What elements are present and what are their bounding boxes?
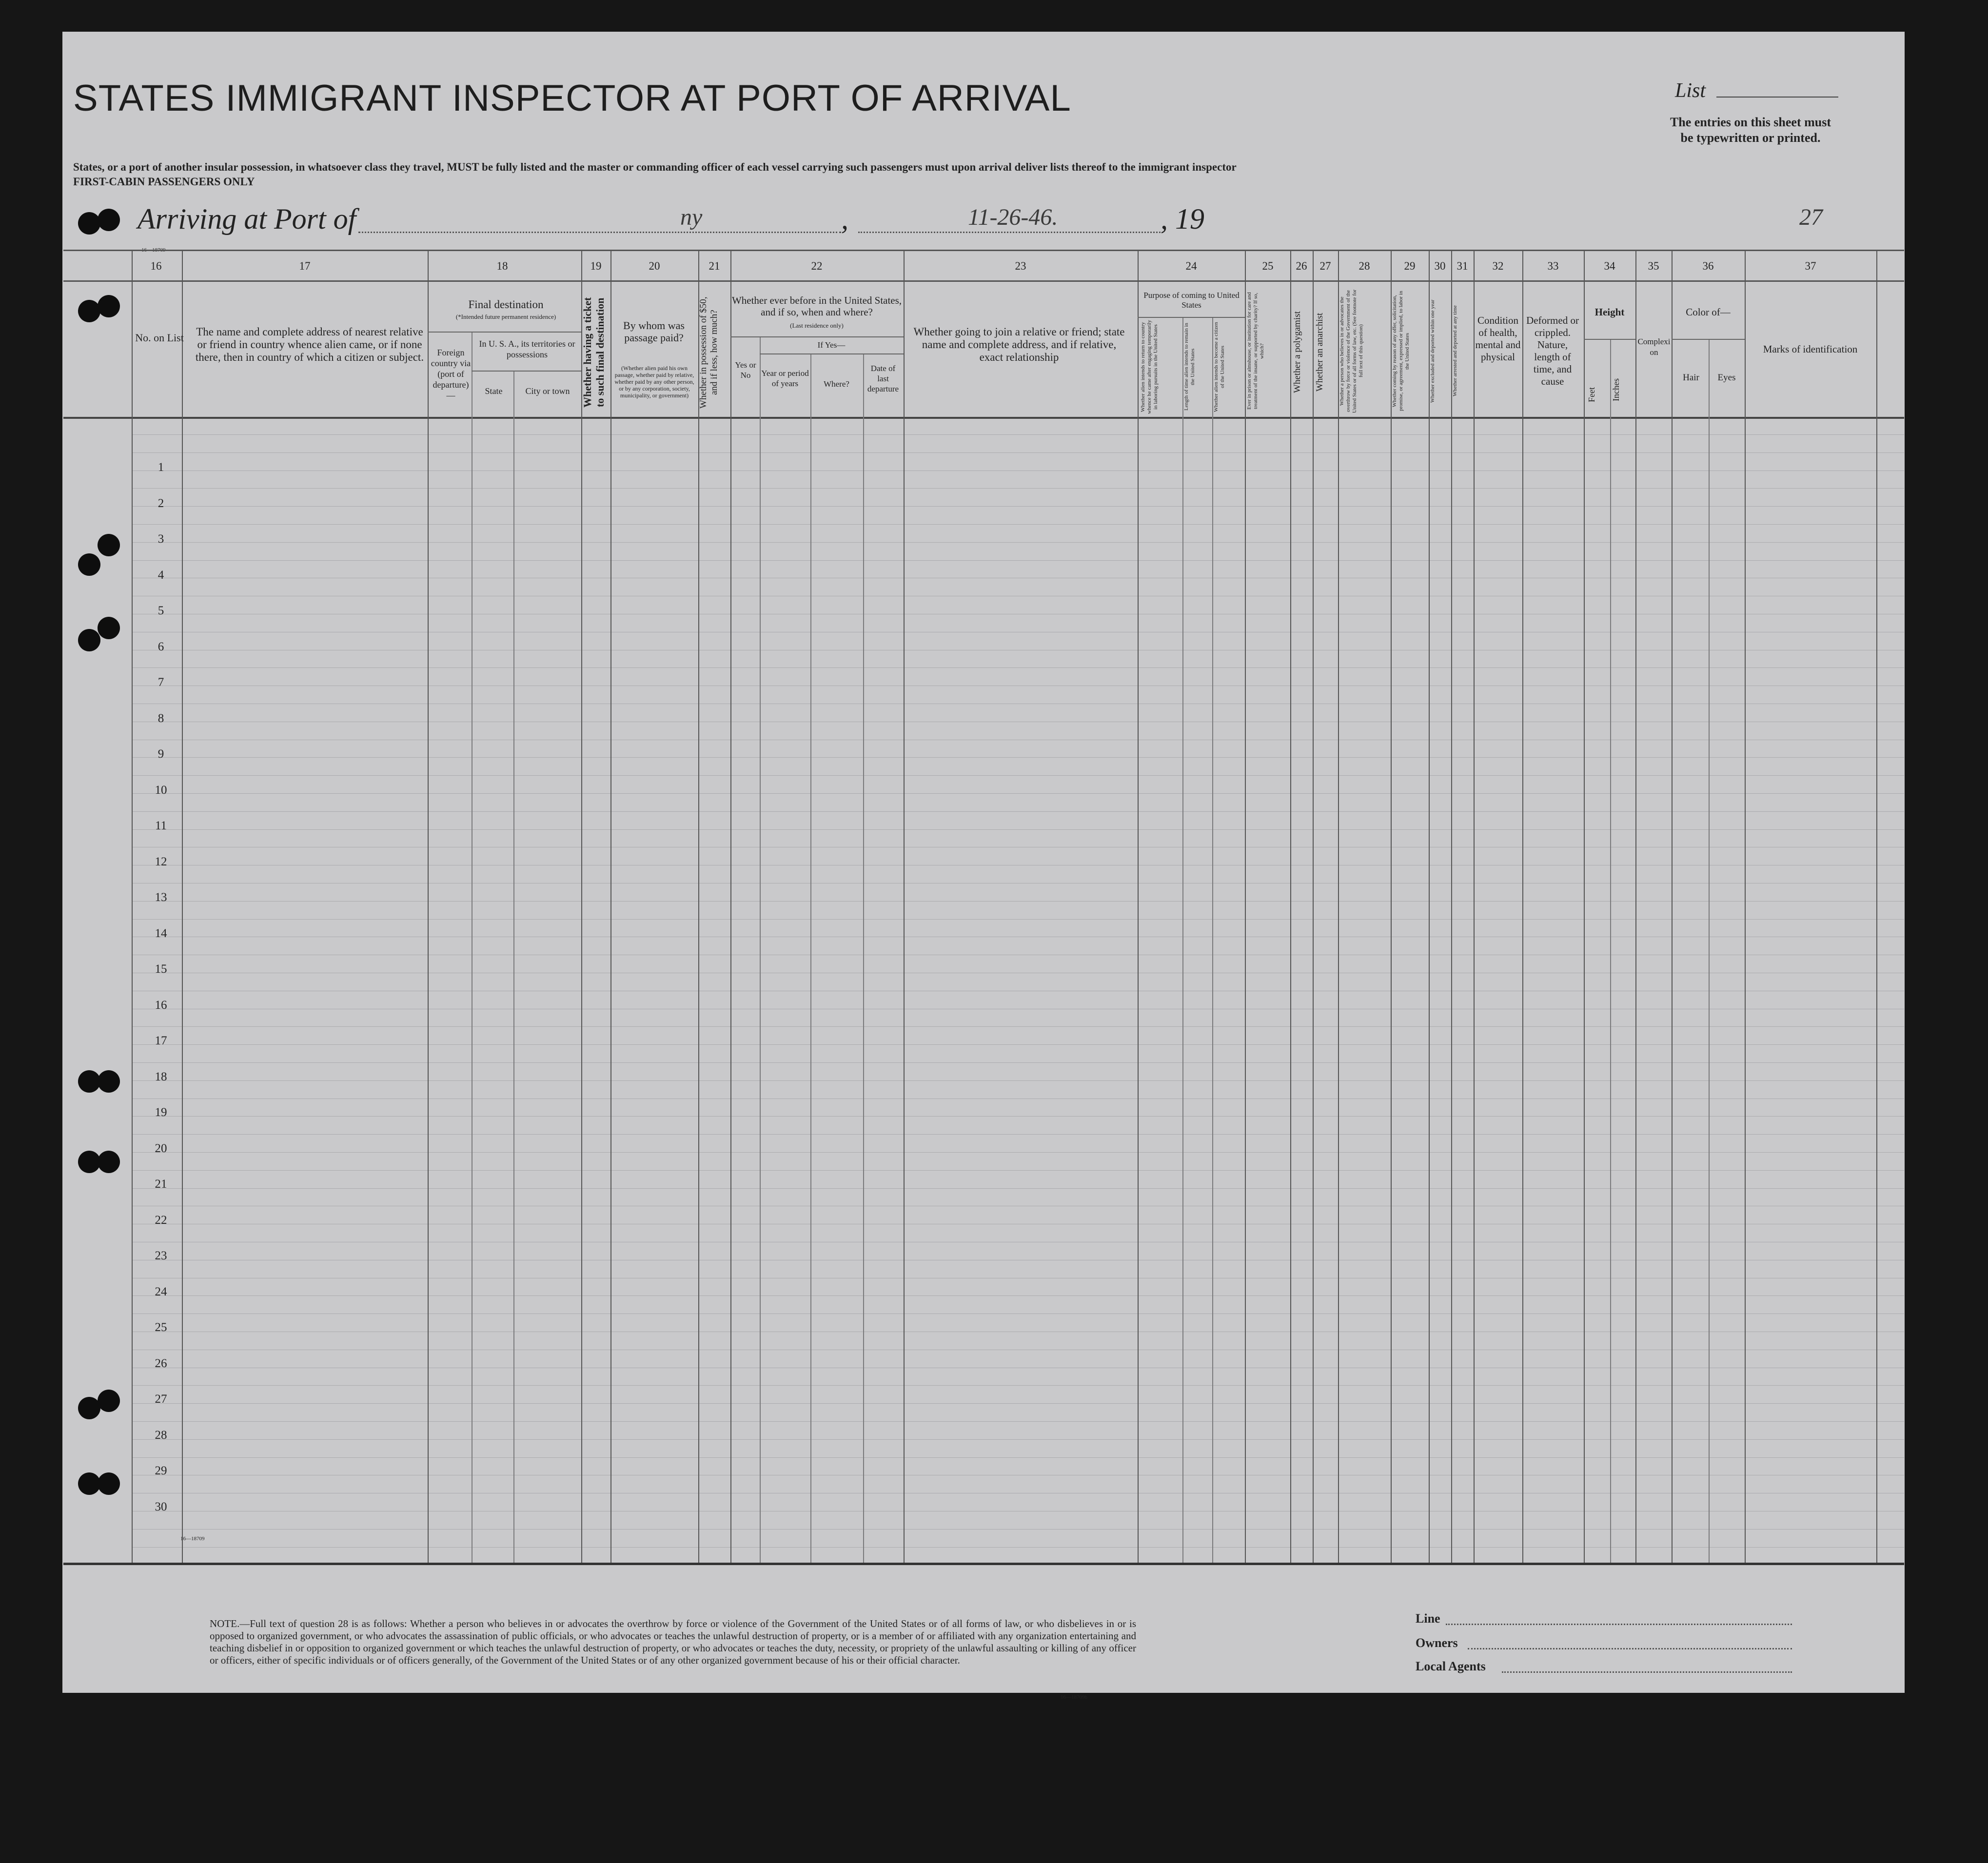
row-number: 7 [157, 676, 164, 689]
row-number: 9 [157, 747, 164, 761]
column-number: 37 [1805, 260, 1816, 272]
row-number: 25 [155, 1321, 167, 1334]
row-number: 26 [155, 1357, 167, 1370]
row-number: 18 [155, 1070, 167, 1083]
punch-hole [98, 209, 120, 231]
column-number: 27 [1319, 260, 1331, 272]
list-number-field[interactable] [1716, 97, 1838, 98]
header-foreign-country: Foreign country via (port of departure)— [431, 348, 471, 400]
header-purpose-length: Length of time alien intends to remain in the United States [1183, 323, 1196, 411]
row-number: 30 [155, 1500, 167, 1513]
year-prefix: , 19 [1161, 203, 1204, 235]
line-label: Line [1416, 1611, 1440, 1626]
subheader-rule [730, 336, 904, 337]
column-number: 32 [1492, 260, 1504, 272]
column-divider [1391, 250, 1392, 1563]
column-number: 23 [1015, 260, 1026, 272]
header-hair: Hair [1683, 373, 1699, 383]
table-bottom-rule [63, 1563, 1904, 1565]
row-number: 28 [155, 1429, 167, 1442]
ruled-line [132, 506, 1904, 507]
header-excluded: Whether excluded and deported within one year [1430, 299, 1436, 403]
column-divider [1635, 250, 1636, 1563]
column-number: 29 [1404, 260, 1416, 272]
header-date-departure: Date of last departure [867, 364, 899, 393]
header-possession-50: Whether in possession of $50, and if less, how much? [698, 296, 719, 409]
row-number: 24 [155, 1285, 167, 1298]
row-number: 13 [155, 891, 167, 904]
ruled-line [132, 1098, 1904, 1099]
date-value: 11-26-46. [968, 204, 1058, 230]
column-number: 21 [709, 260, 720, 272]
punch-hole [98, 1151, 120, 1173]
header-purpose-return: Whether alien intends to return to country whence he came after engaging temporarily in laboring pursuits in the United States [1140, 320, 1159, 414]
column-number: 16 [150, 260, 162, 272]
column-divider [1672, 250, 1673, 1563]
punch-hole [98, 1390, 120, 1412]
arriving-label: Arriving at Port of [138, 203, 356, 235]
header-eyes: Eyes [1717, 373, 1736, 383]
header-final-destination-sub: (*Intended future permanent residence) [455, 313, 556, 320]
punch-hole [78, 553, 100, 576]
subheader-rule [760, 353, 904, 354]
column-number: 25 [1262, 260, 1274, 272]
header-polygamist: Whether a polygamist [1292, 311, 1302, 393]
ruled-line [132, 1457, 1904, 1458]
header-ticket: Whether having a ticket to such final destination [581, 297, 606, 408]
ruled-line [132, 1439, 1904, 1440]
header-passage-paid: By whom was passage paid? [623, 319, 685, 344]
ruled-line [132, 1080, 1904, 1081]
column-number: 18 [496, 260, 508, 272]
header-anarchist: Whether an anarchist [1315, 313, 1325, 392]
page-mark: 27 [1799, 204, 1823, 230]
column-divider [863, 353, 864, 1563]
column-divider [1474, 250, 1475, 1563]
column-divider [513, 371, 514, 1563]
header-passage-paid-sub: (Whether alien paid his own passage, whether paid by relative, whether paid by any other person, or by any corporation, society, municipality, or government) [614, 365, 694, 399]
column-divider [1182, 317, 1183, 1563]
ruled-line [132, 1044, 1904, 1045]
header-ever-before: Whether ever before in the United States, and if so, when and where? [731, 294, 902, 318]
column-divider [1745, 250, 1746, 1563]
ruled-line [132, 1116, 1904, 1117]
ruled-line [132, 829, 1904, 830]
row-number: 21 [155, 1177, 167, 1191]
header-year-period: Year or period of years [761, 369, 809, 388]
column-divider [132, 250, 133, 1563]
header-bottom-rule [63, 417, 1904, 419]
column-number: 33 [1547, 260, 1559, 272]
row-number: 11 [155, 819, 167, 832]
ruled-line [132, 1385, 1904, 1386]
header-color-of: Color of— [1686, 306, 1731, 318]
row-number: 10 [155, 784, 167, 797]
row-number: 3 [157, 532, 164, 546]
column-divider [1876, 250, 1877, 1563]
line-field[interactable] [1446, 1624, 1792, 1625]
port-field-line[interactable] [358, 232, 841, 233]
subheader-rule [1138, 317, 1245, 318]
column-divider [1313, 250, 1314, 1563]
list-label: List [1675, 79, 1706, 102]
column-divider [581, 250, 582, 1563]
header-health: Condition of health, mental and physical [1475, 314, 1521, 363]
punch-hole [98, 1472, 120, 1495]
column-number: 24 [1185, 260, 1197, 272]
owners-label: Owners [1416, 1636, 1458, 1650]
column-number: 36 [1702, 260, 1714, 272]
column-number: 22 [811, 260, 823, 272]
punch-hole [98, 295, 120, 317]
column-divider [428, 250, 429, 1563]
punch-hole [78, 212, 100, 235]
header-feet: Feet [1587, 387, 1596, 403]
row-number: 12 [155, 855, 167, 868]
ruled-line [132, 1295, 1904, 1296]
header-height: Height [1594, 306, 1625, 318]
row-number: 29 [155, 1464, 167, 1477]
row-number: 27 [155, 1392, 167, 1406]
local-agents-label: Local Agents [1416, 1659, 1486, 1673]
row-number: 6 [157, 640, 164, 653]
column-divider [1610, 339, 1611, 1563]
header-city: City or town [525, 386, 570, 396]
page-title: STATES IMMIGRANT INSPECTOR AT PORT OF ARRIVAL [73, 78, 1071, 119]
header-complexion: Complexion [1637, 337, 1671, 357]
column-divider [810, 353, 811, 1563]
ruled-line [132, 452, 1904, 453]
column-divider [1429, 250, 1430, 1563]
row-number: 20 [155, 1142, 167, 1155]
punch-hole [78, 629, 100, 651]
row-number: 14 [155, 927, 167, 940]
row-number: 22 [155, 1214, 167, 1227]
ruled-line [132, 434, 1904, 435]
column-divider [698, 250, 699, 1563]
row-number: 15 [155, 962, 167, 976]
ruled-line [132, 793, 1904, 794]
column-divider [760, 336, 761, 1563]
column-number: 35 [1648, 260, 1659, 272]
subheader-rule [472, 371, 581, 372]
row-number: 16 [155, 999, 167, 1012]
column-divider [1451, 250, 1452, 1563]
ruled-line [132, 1134, 1904, 1135]
column-number: 17 [299, 260, 311, 272]
ruled-line [132, 524, 1904, 525]
punch-hole [78, 300, 100, 322]
ruled-line [132, 901, 1904, 902]
header-inches: Inches [1611, 378, 1621, 402]
header-deformed: Deformed or crippled. Nature, length of time, and cause [1526, 314, 1579, 387]
typewritten-note [1624, 115, 1877, 146]
instructions-text: States, or a port of another insular possession, in whatsoever class they travel, MUST be fully listed and the master or commanding officer of each vessel carrying such passengers must upon arrival deliver lists thereof to the immigrant inspector [73, 161, 1237, 173]
comma-separator: , [841, 203, 848, 235]
column-divider [904, 250, 905, 1563]
header-final-destination: Final destination [468, 298, 544, 311]
row-number: 17 [155, 1034, 167, 1047]
header-purpose-citizen: Whether alien intends to become a citizen of the United States [1213, 322, 1225, 412]
column-divider [1212, 317, 1213, 1563]
typewritten-note-line: The entries on this sheet must [1670, 115, 1831, 129]
typewritten-note-line: be typewritten or printed. [1680, 131, 1821, 145]
ruled-line [132, 811, 1904, 812]
header-offer-labor: Whether coming by reason of any offer, solicitation, promise, or agreement, expressed or implied, to labor in the United States [1392, 291, 1410, 412]
ruled-line [132, 560, 1904, 561]
punch-hole [98, 617, 120, 639]
column-number: 34 [1604, 260, 1615, 272]
row-number: 8 [157, 712, 164, 725]
column-number: 20 [649, 260, 660, 272]
column-divider [1290, 250, 1291, 1563]
ruled-line [132, 488, 1904, 489]
header-if-yes: If Yes— [817, 340, 846, 350]
column-divider [1522, 250, 1523, 1563]
row-number: 4 [157, 569, 164, 582]
row-number: 23 [155, 1249, 167, 1262]
ruled-line [132, 542, 1904, 543]
ruled-line [132, 1026, 1904, 1027]
class-note: FIRST-CABIN PASSENGERS ONLY [73, 176, 255, 188]
punch-hole [98, 534, 120, 556]
header-where: Where? [824, 379, 849, 389]
header-state: State [485, 386, 503, 396]
table-top-rule [63, 250, 1904, 251]
punch-hole [98, 1070, 120, 1093]
header-yes-no: Yes or No [735, 360, 756, 380]
footnote-code: 16—18709b [1061, 1694, 1087, 1700]
table-form-code: 16—18709 [180, 1536, 205, 1542]
header-arrested: Whether arrested and deported at any time [1452, 305, 1458, 397]
header-nearest-relative: The name and complete address of nearest relative or friend in country whence alien came, or if none there, then in country of which a citizen or subject. [195, 326, 424, 363]
column-divider [610, 250, 611, 1563]
ruled-line [132, 919, 1904, 920]
port-value: ny [680, 204, 703, 230]
header-purpose: Purpose of coming to United States [1143, 291, 1240, 310]
column-number: 19 [590, 260, 602, 272]
column-number-rule [63, 280, 1904, 282]
column-divider [1584, 250, 1585, 1563]
header-no-on-list: No. on List [135, 332, 184, 344]
column-divider [1138, 250, 1139, 1563]
column-number: 31 [1457, 260, 1468, 272]
row-number: 19 [155, 1106, 167, 1119]
column-divider [1338, 250, 1339, 1563]
column-number: 30 [1434, 260, 1446, 272]
ruled-line [132, 757, 1904, 758]
row-number: 2 [157, 497, 164, 510]
column-divider [1245, 250, 1246, 1563]
column-divider [730, 250, 731, 1563]
subheader-rule [1672, 339, 1745, 340]
ruled-line [132, 1152, 1904, 1153]
column-divider [1709, 339, 1710, 1563]
column-number: 28 [1358, 260, 1370, 272]
ruled-line [132, 1170, 1904, 1171]
subheader-rule [1584, 339, 1635, 340]
ruled-line [132, 1062, 1904, 1063]
header-join-relative: Whether going to join a relative or friend; state name and complete address, and if relative, exact relationship [913, 326, 1125, 363]
ruled-line [132, 667, 1904, 668]
local-agents-field[interactable] [1502, 1671, 1792, 1673]
ruled-line [132, 1547, 1904, 1548]
header-question-28: Whether a person who believes in or advocates the overthrow by force or violence of the Government of the United States or of all forms of law, etc. (See footnote for full text of this question) [1339, 289, 1364, 413]
owners-field[interactable] [1468, 1648, 1792, 1649]
ruled-line [132, 1529, 1904, 1530]
ruled-line [132, 1421, 1904, 1422]
subheader-rule [428, 332, 581, 333]
ruled-line [132, 1188, 1904, 1189]
row-number: 5 [157, 604, 164, 617]
date-field-line[interactable] [858, 232, 1161, 233]
ruled-line [132, 775, 1904, 776]
header-marks: Marks of identification [1763, 343, 1858, 355]
row-number: 1 [157, 461, 164, 474]
header-in-usa: In U. S. A., its territories or possessions [479, 339, 575, 359]
header-prison: Ever in prison or almshouse, or institution for care and treatment of the insane, or supported by charity? If so, which? [1246, 292, 1265, 410]
footnote-question-28: NOTE.—Full text of question 28 is as follows: Whether a person who believes in or advocates the overthrow by force or violence of the Government of the United States or of all forms of law, or who disbelieves in or is opposed to organized government, or who advocates the assassination of public officials, or who advocates or teaches the unlawful destruction of property, or is a member of or affiliated with any organization entertaining and teaching disbelief in or opposition to organized government or which teaches the unlawful destruction of property, or who advocates or teaches the duty, necessity, or propriety of the unlawful assaulting or killing of any officer or officers, either of specific individuals or of officers generally, of the Government of the United States or of any other organized government because of his or their official character. [210, 1618, 1136, 1666]
ruled-line [132, 1403, 1904, 1404]
column-number: 26 [1296, 260, 1307, 272]
header-ever-before-sub: (Last residence only) [790, 322, 844, 329]
